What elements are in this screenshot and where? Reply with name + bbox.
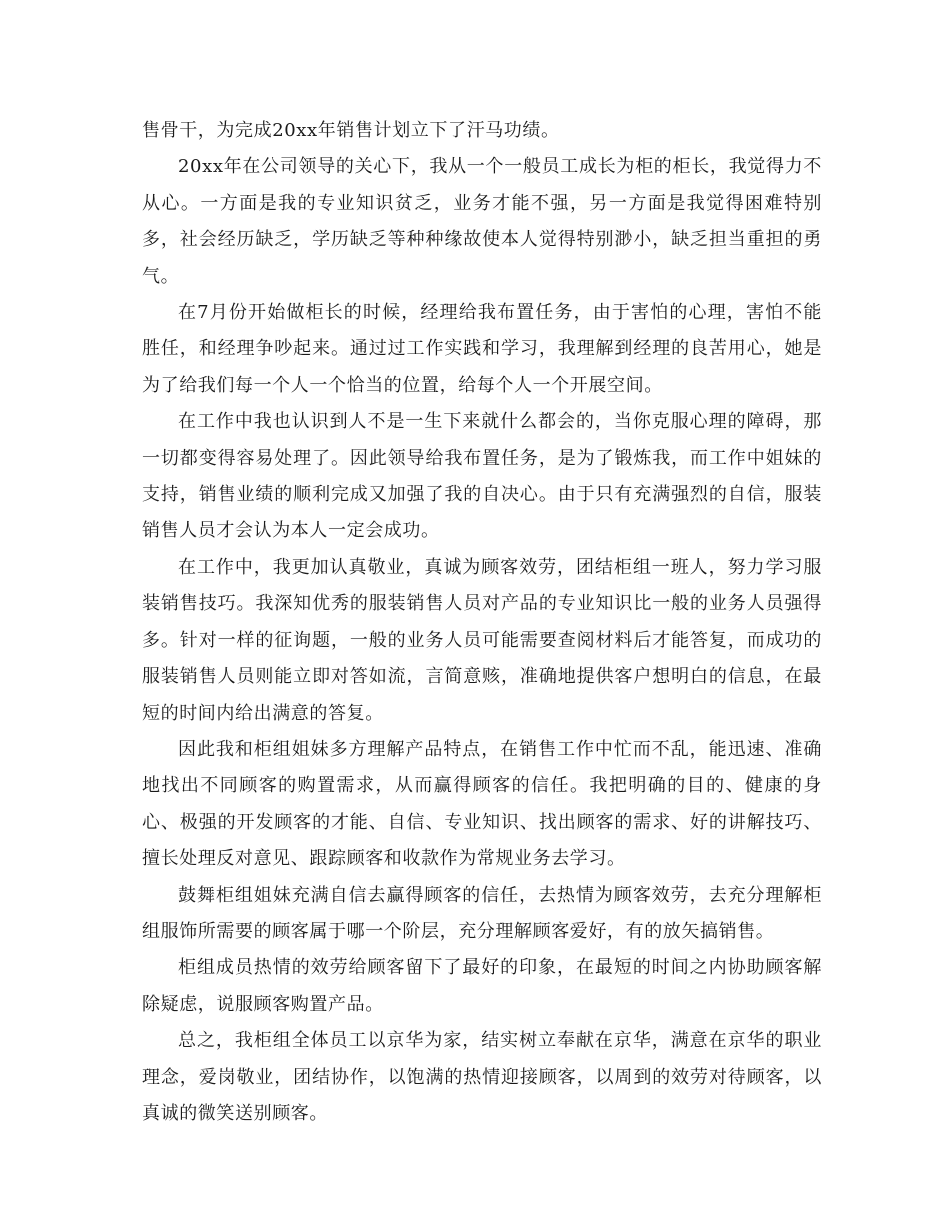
paragraph: 在工作中，我更加认真敬业，真诚为顾客效劳，团结柜组一班人，努力学习服装销售技巧。我深知优秀的服装销售人员对产品的专业知识比一般的业务人员强得多。针对一样的征询题，一般的业务人员可能需要查阅材料后才能答复，而成功的服装销售人员则能立即对答如流，言简意赅，准确地提供客户想明白的信息，在最短的时间内给出满意的答复。	[142, 556, 822, 724]
paragraph-continuation: 售骨干，为完成20xx年销售计划立下了汗马功绩。	[142, 120, 560, 141]
paragraph: 在7月份开始做柜长的时候，经理给我布置任务，由于害怕的心理，害怕不能胜任，和经理争吵起来。通过过工作实践和学习，我理解到经理的良苦用心，她是为了给我们每一个人一个恰当的位置，给每个人一个开展空间。	[142, 302, 822, 396]
paragraph: 在工作中我也认识到人不是一生下来就什么都会的，当你克服心理的障碍，那一切都变得容易处理了。因此领导给我布置任务，是为了锻炼我，而工作中姐妹的支持，销售业绩的顺利完成又加强了我的自决心。由于只有充满强烈的自信，服装销售人员才会认为本人一定会成功。	[142, 411, 822, 542]
paragraph: 总之，我柜组全体员工以京华为家，结实树立奉献在京华，满意在京华的职业理念，爱岗敬业，团结协作，以饱满的热情迎接顾客，以周到的效劳对待顾客，以真诚的微笑送别顾客。	[142, 1030, 822, 1124]
paragraph: 因此我和柜组姐妹多方理解产品特点，在销售工作中忙而不乱，能迅速、准确地找出不同顾客的购置需求，从而赢得顾客的信任。我把明确的目的、健康的身心、极强的开发顾客的才能、自信、专业知识、找出顾客的需求、好的讲解技巧、擅长处理反对意见、跟踪顾客和收款作为常规业务去学习。	[142, 738, 822, 870]
paragraph: 柜组成员热情的效劳给顾客留下了最好的印象，在最短的时间之内协助顾客解除疑虑，说服顾客购置产品。	[142, 957, 822, 1015]
paragraph: 20xx年在公司领导的关心下，我从一个一般员工成长为柜的柜长，我觉得力不从心。一方面是我的专业知识贫乏，业务才能不强，另一方面是我觉得困难特别多，社会经历缺乏，学历缺乏等种种缘故使本人觉得特别渺小，缺乏担当重担的勇气。	[142, 156, 822, 287]
document-body	[142, 113, 822, 1132]
paragraph: 鼓舞柜组姐妹充满自信去赢得顾客的信任，去热情为顾客效劳，去充分理解柜组服饰所需要的顾客属于哪一个阶层，充分理解顾客爱好，有的放矢搞销售。	[142, 884, 822, 942]
